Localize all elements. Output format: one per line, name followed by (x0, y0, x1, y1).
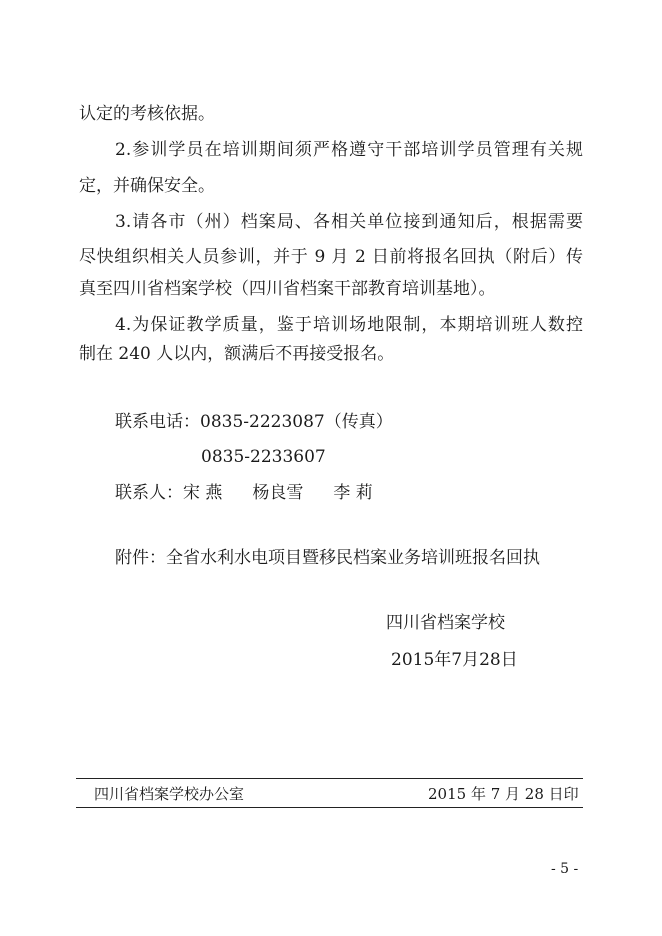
contact-person-label: 联系人： (115, 483, 183, 503)
contact-person-1: 宋 燕 (183, 483, 223, 503)
paragraph-1-end: 认定的考核依据。 (79, 104, 215, 124)
paragraph-2-line-2: 定，并确保安全。 (79, 176, 215, 196)
signature-org: 四川省档案学校 (386, 613, 505, 633)
paragraph-2-line-1: 2.参训学员在培训期间须严格遵守干部培训学员管理有关规 (115, 140, 583, 160)
contact-phone-1: 0835-2223087（传真） (200, 412, 393, 432)
signature-date: 2015年7月28日 (391, 650, 518, 670)
footer-office: 四川省档案学校办公室 (94, 785, 245, 803)
paragraph-4-line-2: 制在 240 人以内，额满后不再接受报名。 (79, 344, 395, 364)
footer-bottom-rule (76, 807, 583, 808)
paragraph-4-line-1: 4.为保证教学质量，鉴于培训场地限制，本期培训班人数控 (115, 315, 583, 335)
contact-phone-row (115, 411, 393, 433)
paragraph-3-line-1: 3.请各市（州）档案局、各相关单位接到通知后，根据需要 (115, 212, 583, 232)
page-number: - 5 - (551, 861, 579, 877)
contact-phone-2: 0835-2233607 (201, 447, 326, 467)
attachment-note: 附件：全省水利水电项目暨移民档案业务培训班报名回执 (115, 548, 540, 568)
footer-top-rule (76, 778, 583, 779)
footer-print-date: 2015 年 7 月 28 日印 (428, 785, 579, 803)
contact-person-row (115, 482, 373, 504)
paragraph-3-line-2: 尽快组织相关人员参训，并于 9 月 2 日前将报名回执（附后）传 (79, 247, 583, 267)
contact-person-3: 李 莉 (333, 483, 373, 503)
contact-person-2: 杨良雪 (252, 483, 304, 503)
contact-phone-label: 联系电话： (115, 412, 200, 432)
paragraph-3-line-3: 真至四川省档案学校（四川省档案干部教育培训基地）。 (79, 279, 496, 299)
